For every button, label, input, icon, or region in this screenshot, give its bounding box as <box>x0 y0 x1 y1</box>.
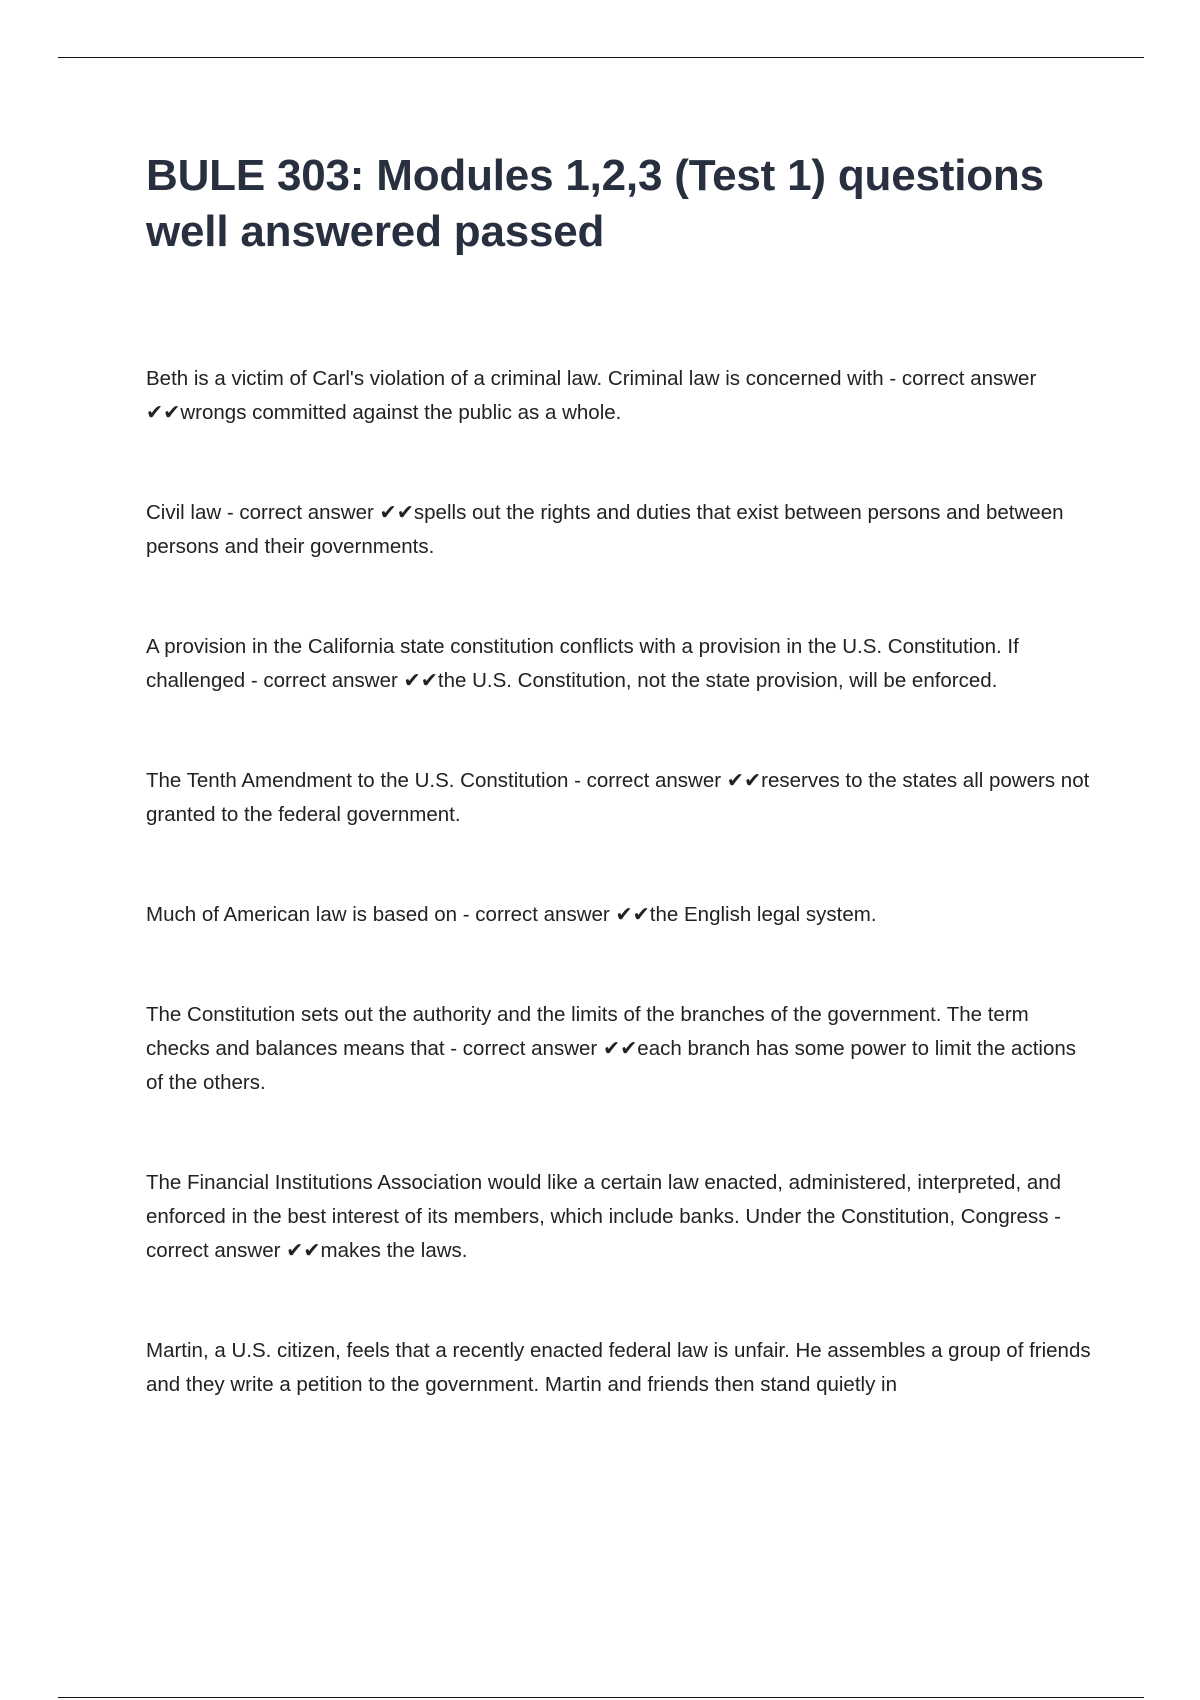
document-body <box>146 148 1096 1468</box>
answer-separator: - correct answer <box>457 903 616 926</box>
qa-item <box>146 496 1096 564</box>
qa-item <box>146 362 1096 430</box>
qa-item <box>146 998 1096 1100</box>
qa-item <box>146 630 1096 698</box>
answer-text: the U.S. Constitution, not the state provision, will be enforced. <box>437 669 998 692</box>
bottom-rule <box>58 1697 1144 1698</box>
qa-item <box>146 898 1096 932</box>
answer-text: wrongs committed against the public as a whole. <box>180 401 622 424</box>
checkmark-icon: ✔✔ <box>286 1239 321 1262</box>
qa-list <box>146 362 1096 1402</box>
checkmark-icon: ✔✔ <box>615 903 650 926</box>
qa-item <box>146 764 1096 832</box>
checkmark-icon: ✔✔ <box>602 1037 638 1060</box>
question-text: The Tenth Amendment to the U.S. Constitution <box>146 769 569 792</box>
checkmark-icon: ✔✔ <box>146 401 181 424</box>
qa-item <box>146 1166 1096 1268</box>
answer-text: spells out the rights and duties that exist between persons and between persons and their governments. <box>146 501 1064 558</box>
top-rule <box>58 57 1144 58</box>
checkmark-icon: ✔✔ <box>379 501 414 524</box>
answer-text: makes the laws. <box>320 1239 468 1262</box>
question-text: Beth is a victim of Carl's violation of a criminal law. Criminal law is concerned with <box>146 367 884 390</box>
answer-separator: - correct answer <box>444 1037 603 1060</box>
answer-text: reserves to the states all powers not granted to the federal government. <box>146 769 1090 826</box>
answer-text: the English legal system. <box>649 903 877 926</box>
answer-separator: - correct answer <box>568 769 727 792</box>
checkmark-icon: ✔✔ <box>726 769 762 792</box>
trailing-question: Martin, a U.S. citizen, feels that a recently enacted federal law is unfair. He assembles a group of friends and they write a petition to the government. Martin and friends then stand quietly in <box>146 1339 1091 1396</box>
answer-separator: - correct answer <box>245 669 404 692</box>
answer-separator: - correct answer <box>146 1205 1061 1262</box>
answer-separator: - correct answer <box>883 367 1037 390</box>
document-title: BULE 303: Modules 1,2,3 (Test 1) questions well answered passed <box>146 151 1044 256</box>
question-text: Much of American law is based on <box>146 903 458 926</box>
answer-text: each branch has some power to limit the actions of the others. <box>146 1037 1076 1094</box>
question-text: A provision in the California state constitution conflicts with a provision in the U.S. Constitution. If challenged <box>146 635 1019 692</box>
question-text: The Constitution sets out the authority and the limits of the branches of the government. The term checks and balances means that <box>146 1003 1029 1060</box>
question-text: Civil law <box>146 501 222 524</box>
answer-separator: - correct answer <box>221 501 380 524</box>
question-text: The Financial Institutions Association would like a certain law enacted, administered, interpreted, and enforced in the best interest of its members, which include banks. Under the Constitution, Congress <box>146 1171 1062 1228</box>
checkmark-icon: ✔✔ <box>403 669 438 692</box>
